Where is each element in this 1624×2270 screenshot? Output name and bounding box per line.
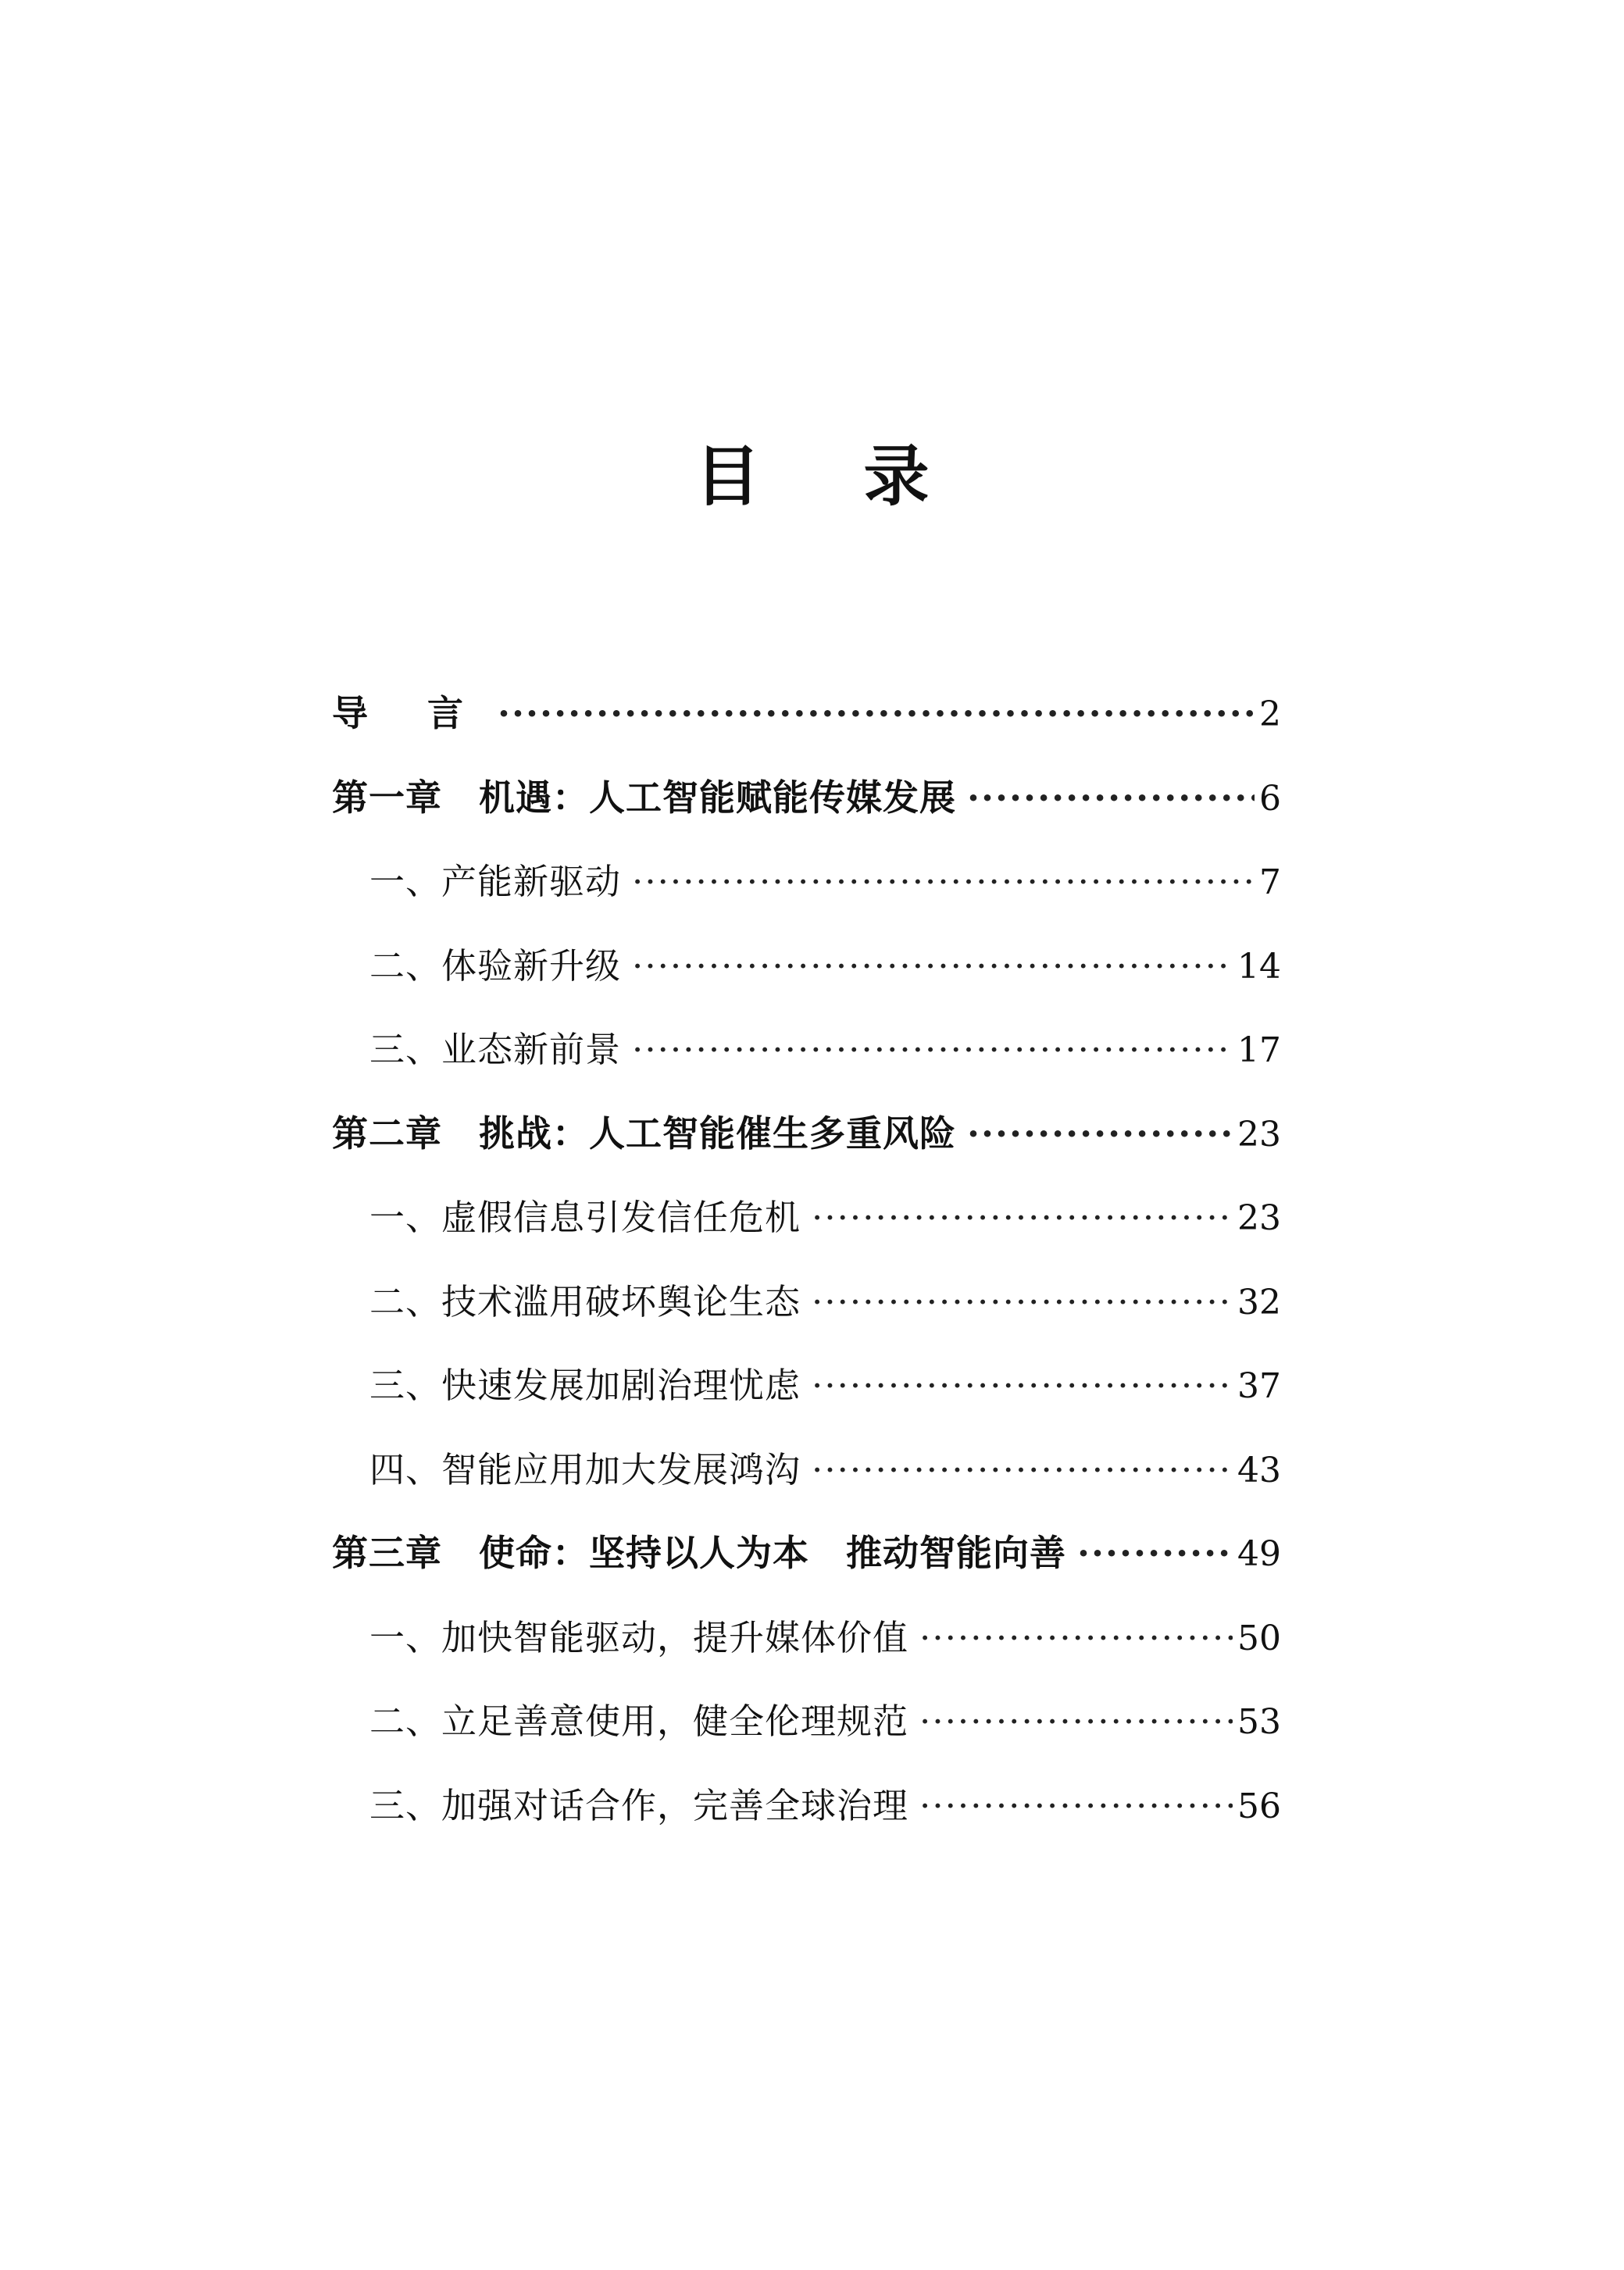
toc-entry-title: 一、虚假信息引发信任危机	[369, 1197, 801, 1238]
toc-leader-dots	[812, 1260, 1233, 1344]
toc-entry-title: 三、业态新前景	[369, 1029, 622, 1070]
toc-leader-dots	[967, 1092, 1233, 1176]
toc-entry-title: 二、体验新升级	[369, 944, 622, 987]
toc-page-number: 14	[1237, 946, 1281, 987]
toc-page-number: 7	[1259, 862, 1281, 902]
toc-leader-dots	[812, 1344, 1233, 1428]
toc-entry-title: 第二章 挑战：人工智能催生多重风险	[332, 1112, 956, 1155]
toc-page-number: 17	[1237, 1030, 1281, 1070]
toc-entry-title: 三、快速发展加剧治理忧虑	[369, 1365, 801, 1406]
toc-leader-dots	[498, 672, 1255, 756]
toc-leader-dots	[632, 924, 1233, 1008]
toc-row-section-2-4[interactable]	[332, 1428, 1281, 1512]
toc-page-number: 23	[1237, 1114, 1281, 1155]
toc-leader-dots	[1077, 1512, 1233, 1596]
toc-row-section-2-3[interactable]	[332, 1344, 1281, 1428]
toc-leader-dots	[632, 840, 1255, 924]
toc-row-introduction[interactable]	[332, 672, 1281, 756]
page-title	[0, 437, 1624, 516]
toc-row-chapter-1[interactable]	[332, 756, 1281, 841]
toc-page-number: 50	[1237, 1618, 1281, 1658]
toc-leader-dots	[812, 1176, 1233, 1260]
table-of-contents	[332, 672, 1281, 1847]
toc-entry-title: 第三章 使命：坚持以人为本 推动智能向善	[332, 1532, 1066, 1574]
toc-entry-title: 二、技术滥用破坏舆论生态	[369, 1280, 801, 1322]
title-char-left: 目	[694, 437, 761, 515]
toc-row-section-3-3[interactable]	[332, 1764, 1281, 1848]
toc-page-number: 2	[1259, 694, 1281, 734]
toc-page-number: 56	[1237, 1786, 1281, 1826]
toc-entry-title: 二、立足善意使用，健全伦理规范	[369, 1701, 909, 1742]
toc-row-chapter-2[interactable]	[332, 1092, 1281, 1176]
toc-page-number: 53	[1237, 1702, 1281, 1742]
toc-leader-dots	[967, 756, 1255, 841]
toc-row-section-2-1[interactable]	[332, 1176, 1281, 1260]
toc-leader-dots	[919, 1679, 1233, 1764]
toc-row-section-1-3[interactable]	[332, 1008, 1281, 1092]
toc-page-number: 23	[1237, 1198, 1281, 1238]
toc-leader-dots	[919, 1764, 1233, 1848]
toc-entry-title: 三、加强对话合作，完善全球治理	[369, 1784, 909, 1826]
toc-leader-dots	[632, 1008, 1233, 1092]
toc-page-number: 49	[1237, 1534, 1281, 1574]
toc-entry-title: 一、产能新驱动	[369, 861, 622, 902]
toc-page-number: 37	[1237, 1366, 1281, 1406]
toc-row-section-1-2[interactable]	[332, 924, 1281, 1008]
toc-entry-title: 导 言	[332, 692, 487, 734]
toc-page-number: 43	[1237, 1450, 1281, 1490]
toc-page-number: 32	[1237, 1282, 1281, 1322]
toc-leader-dots	[812, 1428, 1233, 1512]
toc-row-section-2-2[interactable]	[332, 1260, 1281, 1344]
toc-row-section-3-1[interactable]	[332, 1596, 1281, 1680]
toc-entry-title: 四、智能应用加大发展鸿沟	[369, 1448, 801, 1490]
title-char-right: 录	[863, 437, 930, 515]
toc-row-chapter-3[interactable]	[332, 1512, 1281, 1596]
toc-leader-dots	[919, 1596, 1233, 1680]
toc-entry-title: 一、加快智能驱动，提升媒体价值	[369, 1616, 909, 1658]
toc-row-section-3-2[interactable]	[332, 1679, 1281, 1764]
toc-page-number: 6	[1259, 778, 1281, 819]
toc-entry-title: 第一章 机遇：人工智能赋能传媒发展	[332, 776, 956, 819]
toc-row-section-1-1[interactable]	[332, 840, 1281, 924]
